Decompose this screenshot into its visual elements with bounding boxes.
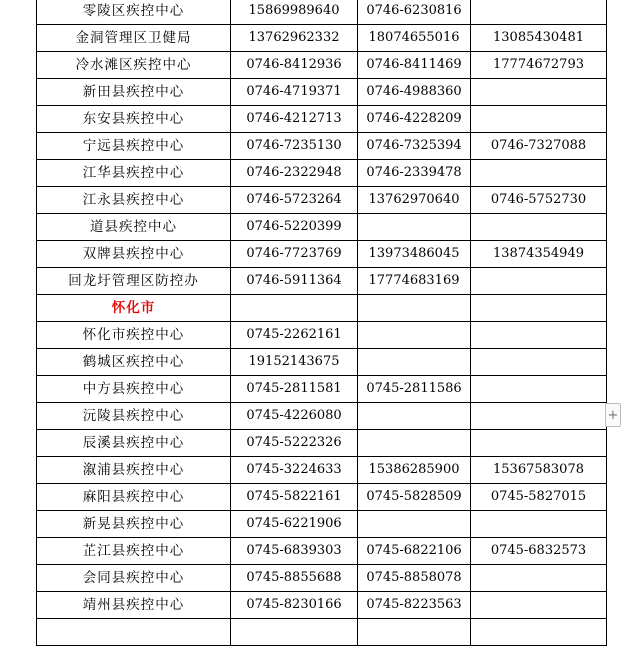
organization-cell[interactable]: 溆浦县疾控中心	[37, 457, 231, 484]
phone-cell[interactable]	[471, 160, 607, 187]
organization-cell[interactable]: 靖州县疾控中心	[37, 592, 231, 619]
phone-cell[interactable]: 0746-7325394	[358, 133, 471, 160]
organization-cell[interactable]: 零陵区疾控中心	[37, 0, 231, 25]
phone-cell[interactable]: 0746-5723264	[231, 187, 358, 214]
phone-cell[interactable]: 0746-5220399	[231, 214, 358, 241]
organization-cell[interactable]: 宁远县疾控中心	[37, 133, 231, 160]
phone-cell[interactable]: 0745-2262161	[231, 322, 358, 349]
phone-cell[interactable]: 0745-8230166	[231, 592, 358, 619]
phone-cell[interactable]	[471, 511, 607, 538]
region-heading-cell[interactable]: 怀化市	[37, 295, 231, 322]
phone-cell[interactable]	[358, 403, 471, 430]
table-row	[37, 187, 607, 214]
contact-table	[36, 0, 607, 646]
organization-cell[interactable]: 沅陵县疾控中心	[37, 403, 231, 430]
phone-cell[interactable]: 0746-7327088	[471, 133, 607, 160]
phone-cell[interactable]: 0746-4988360	[358, 79, 471, 106]
phone-cell[interactable]	[471, 376, 607, 403]
phone-cell[interactable]	[358, 430, 471, 457]
phone-cell[interactable]: 0745-2811586	[358, 376, 471, 403]
phone-cell[interactable]	[358, 349, 471, 376]
phone-cell[interactable]: 13874354949	[471, 241, 607, 268]
phone-cell[interactable]	[471, 403, 607, 430]
phone-cell[interactable]	[231, 619, 358, 646]
phone-cell[interactable]	[358, 214, 471, 241]
empty-cell[interactable]	[471, 295, 607, 322]
phone-cell[interactable]: 0746-2339478	[358, 160, 471, 187]
organization-cell[interactable]: 鹤城区疾控中心	[37, 349, 231, 376]
phone-cell[interactable]: 15367583078	[471, 457, 607, 484]
empty-cell[interactable]	[358, 295, 471, 322]
phone-cell[interactable]	[471, 322, 607, 349]
phone-cell[interactable]: 19152143675	[231, 349, 358, 376]
phone-cell[interactable]: 0745-5822161	[231, 484, 358, 511]
table-row	[37, 349, 607, 376]
table-row	[37, 592, 607, 619]
table-row	[37, 403, 607, 430]
contact-table-body	[37, 0, 607, 646]
organization-cell[interactable]: 新田县疾控中心	[37, 79, 231, 106]
region-heading-row	[37, 295, 607, 322]
organization-cell[interactable]: 双牌县疾控中心	[37, 241, 231, 268]
table-row	[37, 160, 607, 187]
phone-cell[interactable]: 0746-4228209	[358, 106, 471, 133]
phone-cell[interactable]: 0745-2811581	[231, 376, 358, 403]
table-row	[37, 25, 607, 52]
phone-cell[interactable]: 0745-6822106	[358, 538, 471, 565]
phone-cell[interactable]: 0746-8412936	[231, 52, 358, 79]
phone-cell[interactable]: 0745-5828509	[358, 484, 471, 511]
organization-cell[interactable]: 江华县疾控中心	[37, 160, 231, 187]
phone-cell[interactable]	[471, 268, 607, 295]
phone-cell[interactable]: 0745-8855688	[231, 565, 358, 592]
table-row	[37, 0, 607, 25]
organization-cell[interactable]: 东安县疾控中心	[37, 106, 231, 133]
table-row	[37, 322, 607, 349]
organization-cell[interactable]: 辰溪县疾控中心	[37, 430, 231, 457]
phone-cell[interactable]	[471, 349, 607, 376]
phone-cell[interactable]: 15386285900	[358, 457, 471, 484]
phone-cell[interactable]: 0745-5222326	[231, 430, 358, 457]
organization-cell[interactable]: 江永县疾控中心	[37, 187, 231, 214]
phone-cell[interactable]: 0746-6230816	[358, 0, 471, 25]
organization-cell[interactable]: 新晃县疾控中心	[37, 511, 231, 538]
phone-cell[interactable]	[471, 106, 607, 133]
table-row	[37, 484, 607, 511]
organization-cell[interactable]: 芷江县疾控中心	[37, 538, 231, 565]
phone-cell[interactable]	[358, 619, 471, 646]
organization-cell[interactable]: 怀化市疾控中心	[37, 322, 231, 349]
phone-cell[interactable]: 0746-7723769	[231, 241, 358, 268]
phone-cell[interactable]: 13973486045	[358, 241, 471, 268]
phone-cell[interactable]: 15869989640	[231, 0, 358, 25]
table-row	[37, 106, 607, 133]
phone-cell[interactable]: 0745-4226080	[231, 403, 358, 430]
table-row	[37, 79, 607, 106]
table-row	[37, 268, 607, 295]
organization-cell[interactable]: 道县疾控中心	[37, 214, 231, 241]
organization-cell[interactable]: 中方县疾控中心	[37, 376, 231, 403]
phone-cell[interactable]	[358, 322, 471, 349]
table-row	[37, 52, 607, 79]
phone-cell[interactable]: 0746-5911364	[231, 268, 358, 295]
phone-cell[interactable]: 0746-8411469	[358, 52, 471, 79]
phone-cell[interactable]: 0746-4719371	[231, 79, 358, 106]
empty-cell[interactable]	[231, 295, 358, 322]
phone-cell[interactable]: 0745-6839303	[231, 538, 358, 565]
phone-cell[interactable]	[471, 592, 607, 619]
phone-cell[interactable]: 13085430481	[471, 25, 607, 52]
table-row	[37, 619, 607, 646]
phone-cell[interactable]: 0745-8223563	[358, 592, 471, 619]
table-row	[37, 511, 607, 538]
table-row	[37, 214, 607, 241]
phone-cell[interactable]: 13762962332	[231, 25, 358, 52]
phone-cell[interactable]	[471, 619, 607, 646]
table-row	[37, 565, 607, 592]
table-row	[37, 376, 607, 403]
phone-cell[interactable]	[471, 565, 607, 592]
phone-cell[interactable]: 0745-6832573	[471, 538, 607, 565]
organization-cell[interactable]: 会同县疾控中心	[37, 565, 231, 592]
table-row	[37, 241, 607, 268]
phone-cell[interactable]: 0745-3224633	[231, 457, 358, 484]
phone-cell[interactable]: 0745-5827015	[471, 484, 607, 511]
phone-cell[interactable]: 0746-5752730	[471, 187, 607, 214]
phone-cell[interactable]: 17774683169	[358, 268, 471, 295]
phone-cell[interactable]: 0746-4212713	[231, 106, 358, 133]
organization-cell[interactable]: 麻阳县疾控中心	[37, 484, 231, 511]
table-row	[37, 133, 607, 160]
phone-cell[interactable]: 13762970640	[358, 187, 471, 214]
phone-cell[interactable]	[358, 511, 471, 538]
phone-cell[interactable]	[471, 214, 607, 241]
organization-cell[interactable]: 回龙圩管理区防控办	[37, 268, 231, 295]
organization-cell[interactable]	[37, 619, 231, 646]
phone-cell[interactable]	[471, 79, 607, 106]
phone-cell[interactable]	[471, 430, 607, 457]
organization-cell[interactable]: 冷水滩区疾控中心	[37, 52, 231, 79]
add-row-button[interactable]: +	[605, 403, 621, 427]
phone-cell[interactable]	[471, 0, 607, 25]
phone-cell[interactable]: 0745-8858078	[358, 565, 471, 592]
phone-cell[interactable]: 0745-6221906	[231, 511, 358, 538]
table-row	[37, 457, 607, 484]
phone-cell[interactable]: 0746-7235130	[231, 133, 358, 160]
phone-cell[interactable]: 0746-2322948	[231, 160, 358, 187]
organization-cell[interactable]: 金洞管理区卫健局	[37, 25, 231, 52]
phone-cell[interactable]: 17774672793	[471, 52, 607, 79]
table-row	[37, 430, 607, 457]
phone-cell[interactable]: 18074655016	[358, 25, 471, 52]
table-row	[37, 538, 607, 565]
